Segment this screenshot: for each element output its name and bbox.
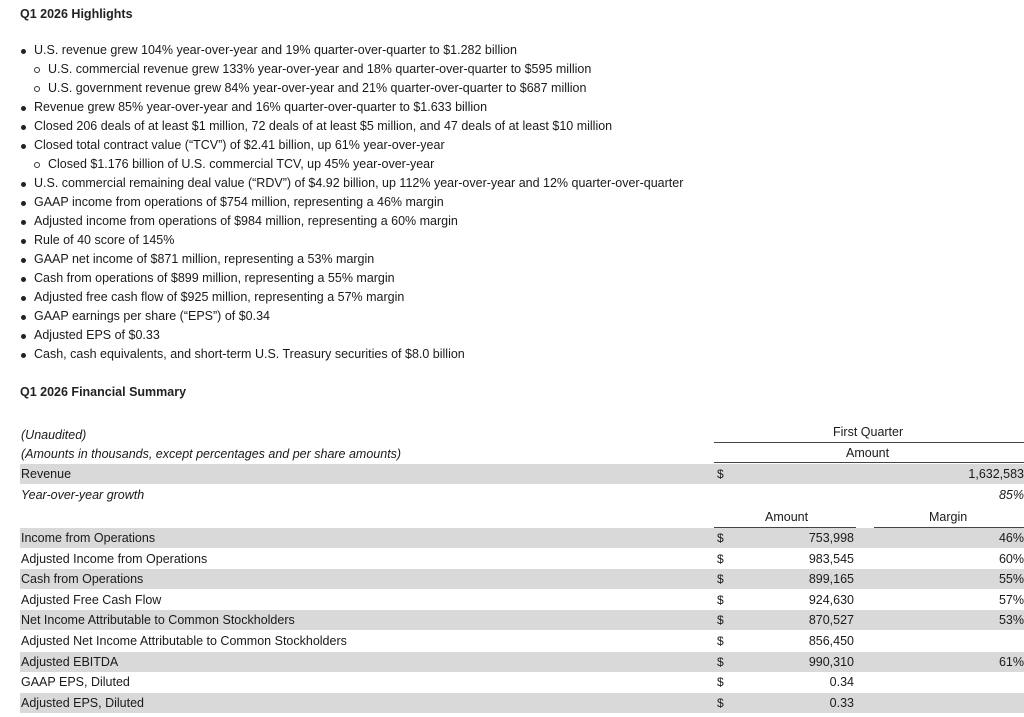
row-amount: 990,310 bbox=[808, 655, 854, 669]
highlight-item: Rule of 40 score of 145% bbox=[0, 231, 1024, 250]
row-currency: $ bbox=[717, 696, 724, 710]
row-label: Adjusted Income from Operations bbox=[21, 552, 208, 566]
highlight-item: U.S. commercial remaining deal value (“RDV”) of $4.92 billion, up 112% year-over-year and 12% quarter-over-quarter bbox=[0, 174, 1024, 193]
highlight-item: U.S. commercial revenue grew 133% year-over-year and 18% quarter-over-quarter to $595 million bbox=[0, 60, 1024, 79]
row-label: Adjusted Net Income Attributable to Common Stockholders bbox=[21, 634, 347, 648]
row-label: Adjusted Free Cash Flow bbox=[21, 593, 162, 607]
summary-row bbox=[20, 672, 1024, 692]
highlight-item: Adjusted income from operations of $984 million, representing a 60% margin bbox=[0, 212, 1024, 231]
summary-row bbox=[20, 610, 1024, 630]
highlight-item: GAAP income from operations of $754 million, representing a 46% margin bbox=[0, 193, 1024, 212]
highlight-item: Cash from operations of $899 million, representing a 55% margin bbox=[0, 269, 1024, 288]
highlights-title: Q1 2026 Highlights bbox=[20, 7, 133, 21]
highlight-item: GAAP net income of $871 million, representing a 53% margin bbox=[0, 250, 1024, 269]
row-amount: 856,450 bbox=[808, 634, 854, 648]
revenue-value: 1,632,583 bbox=[968, 467, 1024, 481]
row-margin: 53% bbox=[998, 613, 1024, 627]
highlight-item: U.S. revenue grew 104% year-over-year and 19% quarter-over-quarter to $1.282 billion bbox=[0, 41, 1024, 60]
row-currency: $ bbox=[717, 655, 724, 669]
summary-row bbox=[20, 528, 1024, 548]
highlight-item: U.S. government revenue grew 84% year-over-year and 21% quarter-over-quarter to $687 million bbox=[0, 79, 1024, 98]
highlight-item: GAAP earnings per share (“EPS”) of $0.34 bbox=[0, 307, 1024, 326]
highlight-item: Adjusted EPS of $0.33 bbox=[0, 326, 1024, 345]
row-amount: 924,630 bbox=[808, 593, 854, 607]
row-currency: $ bbox=[717, 572, 724, 586]
col-amount-header: Amount bbox=[765, 510, 809, 524]
row-label: Net Income Attributable to Common Stockholders bbox=[21, 613, 295, 627]
row-amount: 0.34 bbox=[829, 675, 854, 689]
unaudited-note: (Unaudited) bbox=[21, 428, 87, 442]
revenue-row bbox=[20, 464, 1024, 484]
header-rule bbox=[714, 442, 1024, 443]
row-amount: 983,545 bbox=[808, 552, 854, 566]
period-header: First Quarter bbox=[833, 425, 904, 439]
row-currency: $ bbox=[717, 613, 724, 627]
row-currency: $ bbox=[717, 531, 724, 545]
highlight-item: Cash, cash equivalents, and short-term U.S. Treasury securities of $8.0 billion bbox=[0, 345, 1024, 364]
col-margin-header: Margin bbox=[929, 510, 968, 524]
yoy-value: 85% bbox=[998, 488, 1024, 502]
row-currency: $ bbox=[717, 634, 724, 648]
highlight-item: Closed 206 deals of at least $1 million, 72 deals of at least $5 million, and 47 deals of at least $10 million bbox=[0, 117, 1024, 136]
summary-row bbox=[20, 549, 1024, 569]
row-currency: $ bbox=[717, 593, 724, 607]
summary-row bbox=[20, 652, 1024, 672]
row-amount: 870,527 bbox=[808, 613, 854, 627]
row-margin: 46% bbox=[998, 531, 1024, 545]
highlight-item: Closed $1.176 billion of U.S. commercial TCV, up 45% year-over-year bbox=[0, 155, 1024, 174]
highlight-item: Closed total contract value (“TCV”) of $2.41 billion, up 61% year-over-year bbox=[0, 136, 1024, 155]
row-label: GAAP EPS, Diluted bbox=[21, 675, 130, 689]
row-margin: 61% bbox=[998, 655, 1024, 669]
row-margin: 60% bbox=[998, 552, 1024, 566]
summary-row bbox=[20, 693, 1024, 713]
header-rule-2 bbox=[714, 462, 1024, 463]
yoy-label: Year-over-year growth bbox=[21, 488, 145, 502]
row-label: Adjusted EPS, Diluted bbox=[21, 696, 144, 710]
summary-row bbox=[20, 569, 1024, 589]
row-label: Adjusted EBITDA bbox=[21, 655, 119, 669]
row-currency: $ bbox=[717, 552, 724, 566]
amount-header: Amount bbox=[846, 446, 890, 460]
row-margin: 55% bbox=[998, 572, 1024, 586]
yoy-row bbox=[20, 485, 1024, 505]
revenue-currency: $ bbox=[717, 467, 724, 481]
highlight-item: Adjusted free cash flow of $925 million, representing a 57% margin bbox=[0, 288, 1024, 307]
row-label: Cash from Operations bbox=[21, 572, 144, 586]
row-label: Income from Operations bbox=[21, 531, 156, 545]
row-amount: 0.33 bbox=[829, 696, 854, 710]
row-currency: $ bbox=[717, 675, 724, 689]
row-amount: 899,165 bbox=[808, 572, 854, 586]
highlight-item: Revenue grew 85% year-over-year and 16% quarter-over-quarter to $1.633 billion bbox=[0, 98, 1024, 117]
row-amount: 753,998 bbox=[808, 531, 854, 545]
row-margin: 57% bbox=[998, 593, 1024, 607]
summary-row bbox=[20, 631, 1024, 651]
summary-title: Q1 2026 Financial Summary bbox=[20, 385, 187, 399]
units-note: (Amounts in thousands, except percentages and per share amounts) bbox=[21, 447, 402, 461]
revenue-label: Revenue bbox=[21, 467, 72, 481]
summary-row bbox=[20, 590, 1024, 610]
